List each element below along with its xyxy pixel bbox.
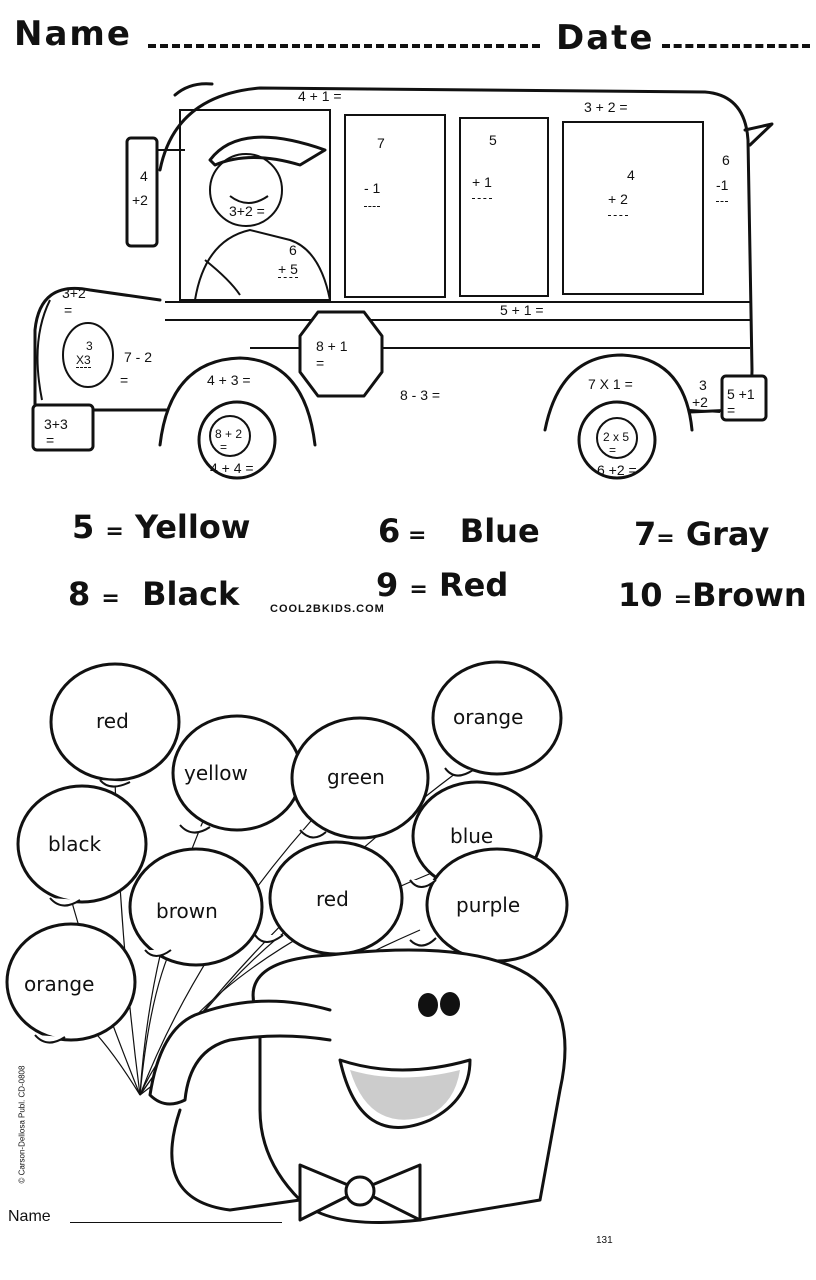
color-key-item: 6 = Blue — [378, 512, 540, 550]
eq-window3-bottom: + 2 — [608, 191, 628, 216]
eq-stop-sign-bottom: = — [316, 355, 325, 371]
eq-roof-right: 3 + 2 = — [584, 99, 628, 115]
balloon-label: purple — [456, 893, 521, 917]
eq-fender-top: 7 - 2 — [124, 349, 153, 365]
eq-driver-face: 3+2 = — [229, 203, 265, 219]
eq-roof: 4 + 1 = — [298, 88, 342, 104]
eq-body-strip: 5 + 1 = — [500, 302, 544, 318]
eq-rear-tire: 6 +2 = — [597, 462, 637, 478]
eq-tail-top: 5 +1 — [727, 386, 755, 402]
eq-rear-bumper-bottom: +2 — [692, 394, 708, 410]
color-key-item: 8 = Black — [68, 575, 240, 613]
eq-hood-top: 3+2 — [62, 285, 86, 301]
date-label: Date — [556, 18, 655, 58]
eq-driver-bottom: + 5 — [278, 261, 298, 277]
eq-front-tire: 4 + 4 = — [210, 460, 254, 476]
balloon-label: yellow — [184, 761, 248, 785]
eq-rear-hub-bottom: = — [609, 443, 617, 457]
balloon-label: blue — [450, 824, 494, 848]
eq-window2-bottom: + 1 — [472, 174, 492, 199]
eq-front-bumper: 3+3 — [44, 416, 68, 432]
balloon-label: green — [327, 765, 385, 789]
eq-front-wheel-arch: 4 + 3 = — [207, 372, 251, 388]
balloon-label: brown — [156, 899, 218, 923]
eq-hood-bottom: = — [64, 302, 73, 318]
school-bus-illustration — [0, 0, 816, 500]
copyright-note: © Carson-Dellosa Publ. CD-0808 — [17, 1065, 27, 1184]
balloon-label: black — [48, 832, 102, 856]
eq-window3-top: 4 — [627, 167, 635, 183]
eq-rear-hub-top: 2 x 5 — [603, 430, 630, 444]
eq-stop-sign-top: 8 + 1 — [316, 338, 348, 354]
color-key-item: 9 = Red — [376, 566, 509, 604]
name-label: Name — [14, 14, 132, 54]
eq-driver-top: 6 — [289, 242, 297, 258]
footer-name-label: Name — [8, 1208, 51, 1225]
eq-front-hub-top: 8 + 2 — [215, 427, 243, 441]
eq-mirror-top: 4 — [140, 168, 148, 184]
balloons-elephant-illustration — [0, 640, 816, 1280]
eq-tail-bottom: = — [727, 402, 736, 418]
eq-body-lower: 8 - 3 = — [400, 387, 441, 403]
footer-name-line[interactable] — [70, 1222, 282, 1223]
eq-mirror-bottom: +2 — [132, 192, 148, 208]
eq-rear-wheel-arch: 7 X 1 = — [588, 376, 633, 392]
eq-rear-bumper-top: 3 — [699, 377, 707, 393]
eq-back-top: 6 — [722, 152, 730, 168]
color-key-item: 7= Gray — [634, 515, 770, 553]
balloon-label: orange — [24, 972, 95, 996]
balloon-label: red — [96, 709, 129, 733]
eq-fender-bottom: = — [120, 372, 129, 388]
eq-window1-bottom: - 1 — [364, 180, 380, 207]
eq-headlight-top: 3 — [86, 339, 93, 353]
eq-headlight-bottom: X3 — [76, 353, 91, 367]
eq-window1-top: 7 — [377, 135, 385, 151]
page-number: 131 — [596, 1235, 613, 1246]
eq-front-hub-bottom: = — [220, 440, 228, 454]
site-credit: COOL2BKIDS.COM — [270, 603, 385, 615]
eq-front-bumper-bottom: = — [46, 432, 55, 448]
balloon-label: red — [316, 887, 349, 911]
color-key-item: 5 = Yellow — [72, 508, 251, 546]
color-key-item: 10 =Brown — [618, 576, 807, 614]
eq-back-bottom: -1 — [716, 177, 728, 202]
eq-window2-top: 5 — [489, 132, 497, 148]
balloon-label: orange — [453, 705, 524, 729]
